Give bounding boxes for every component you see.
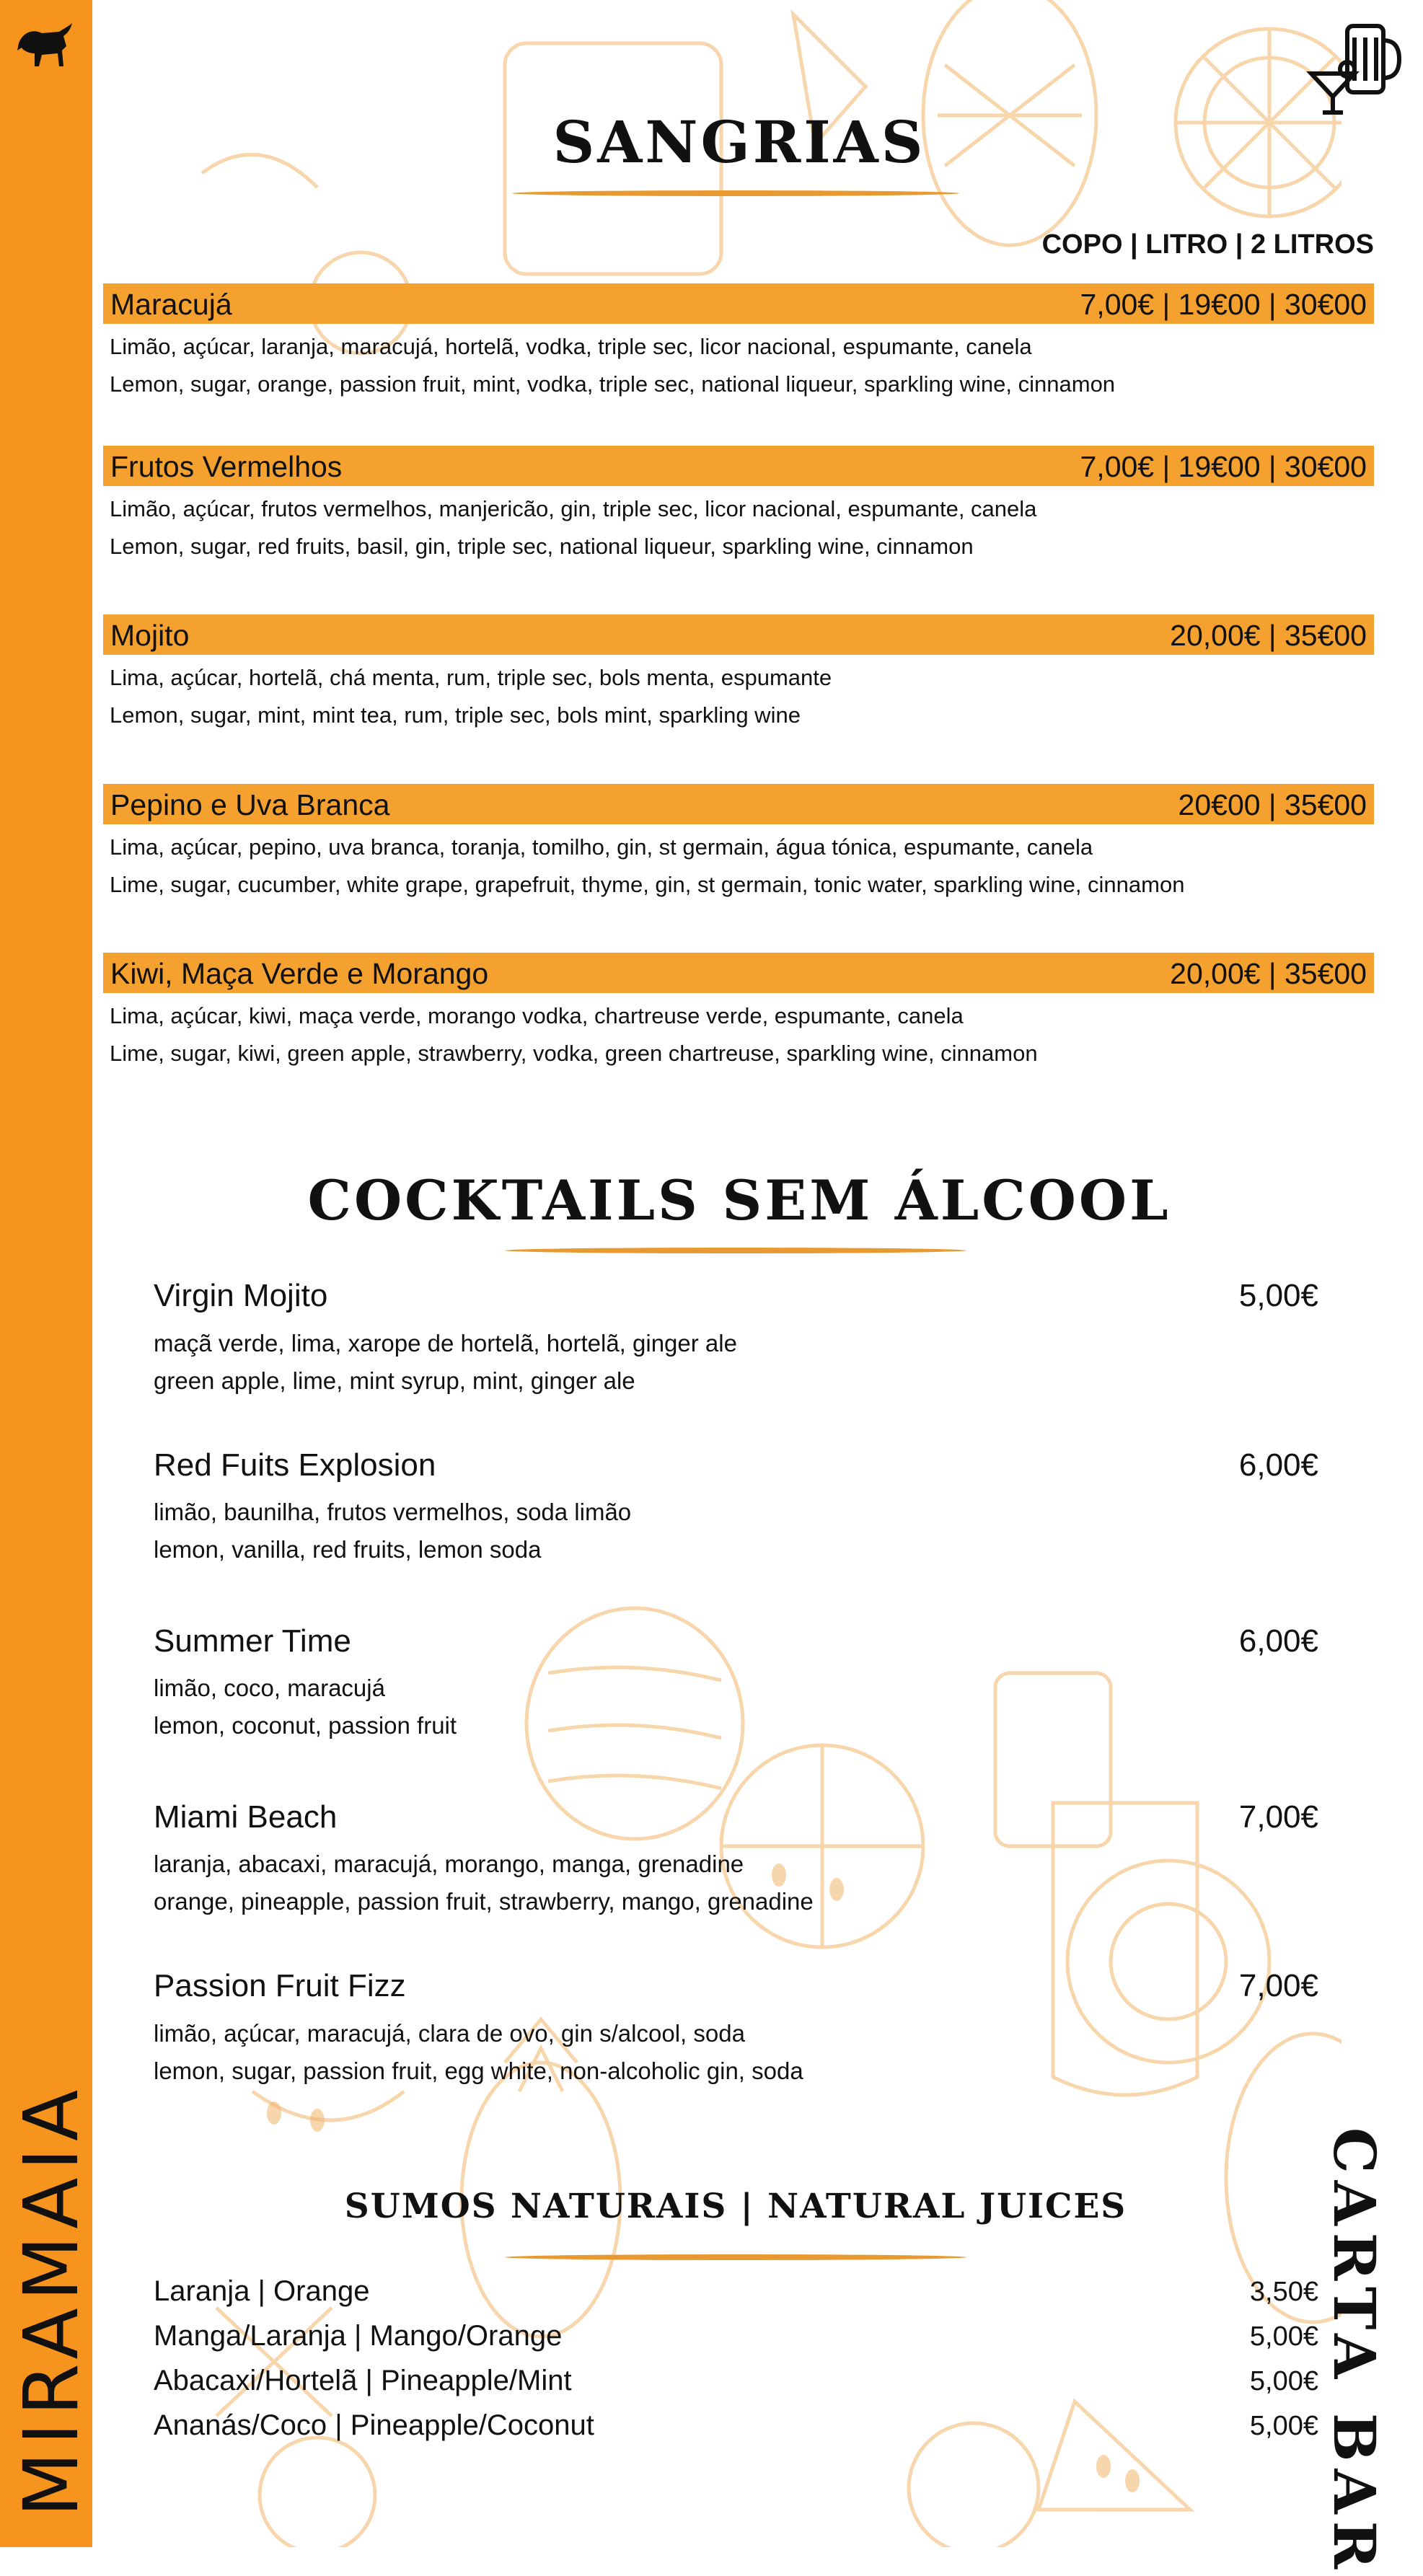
sangria-price: 7,00€ | 19€00 | 30€00 (1080, 450, 1367, 483)
juice-name: Manga/Laranja | Mango/Orange (154, 2320, 563, 2352)
cocktail-desc-en: green apple, lime, mint syrup, mint, ginger ale (154, 1367, 635, 1394)
sangria-name: Frutos Vermelhos (110, 450, 343, 483)
sangria-price: 20€00 | 35€00 (1178, 788, 1367, 821)
cocktail-price: 6,00€ (1238, 1447, 1318, 1483)
juice-price: 3,50€ (1249, 2277, 1318, 2307)
juice-name: Ananás/Coco | Pineapple/Coconut (154, 2409, 594, 2441)
sangria-name: Maracujá (110, 288, 232, 321)
cocktail-desc-en: lemon, vanilla, red fruits, lemon soda (154, 1536, 542, 1563)
juice-price: 5,00€ (1249, 2366, 1318, 2396)
sangria-desc-en: Lemon, sugar, orange, passion fruit, mint, vodka, triple sec, national liqueur, sparkling wine, cinnamon (110, 371, 1116, 397)
cocktail-name: Red Fuits Explosion (154, 1447, 436, 1483)
sangria-name: Kiwi, Maça Verde e Morango (110, 957, 489, 990)
cocktail-name: Miami Beach (154, 1799, 338, 1835)
sangria-bar-kiwi (103, 953, 1374, 993)
cocktails-title: COCKTAILS SEM ÁLCOOL (307, 1168, 1171, 1232)
cocktail-desc-pt: limão, açúcar, maracujá, clara de ovo, gin s/alcool, soda (154, 2020, 745, 2047)
sangria-desc-pt: Lima, açúcar, kiwi, maça verde, morango vodka, chartreuse verde, espumante, canela (110, 1003, 964, 1028)
cocktail-price: 7,00€ (1238, 1968, 1318, 2003)
sangria-price: 20,00€ | 35€00 (1170, 957, 1367, 990)
sangria-bar-maracuja (103, 283, 1374, 324)
cocktails-underline (505, 1248, 966, 1253)
cocktail-desc-en: lemon, sugar, passion fruit, egg white, non-alcoholic gin, soda (154, 2057, 803, 2084)
juice-name: Abacaxi/Hortelã | Pineapple/Mint (154, 2365, 572, 2396)
sangria-name: Mojito (110, 619, 190, 652)
sangria-desc-en: Lemon, sugar, red fruits, basil, gin, triple sec, national liqueur, sparkling wine, cinnamon (110, 534, 974, 559)
cocktail-beer-icon (1304, 16, 1405, 117)
sangria-bar-mojito (103, 614, 1374, 655)
cocktail-price: 7,00€ (1238, 1799, 1318, 1835)
bull-logo-icon (16, 22, 75, 72)
sangria-desc-pt: Limão, açúcar, frutos vermelhos, manjericão, gin, triple sec, licor nacional, espumante, canela (110, 496, 1037, 521)
sangria-desc-en: Lime, sugar, cucumber, white grape, grapefruit, thyme, gin, st germain, tonic water, sparkling wine, cinnamon (110, 872, 1185, 897)
sangria-bar-pepino-uva (103, 784, 1374, 824)
sangria-price: 20,00€ | 35€00 (1170, 619, 1367, 652)
sangria-desc-en: Lemon, sugar, mint, mint tea, rum, triple sec, bols mint, sparkling wine (110, 702, 801, 728)
juices-underline (505, 2254, 966, 2260)
cocktail-desc-en: lemon, coconut, passion fruit (154, 1712, 457, 1739)
juice-price: 5,00€ (1249, 2411, 1318, 2441)
cocktail-price: 6,00€ (1238, 1623, 1318, 1659)
brand-name-vertical: MIRAMAIA (7, 2082, 95, 2517)
cocktail-price: 5,00€ (1238, 1278, 1318, 1313)
juice-price: 5,00€ (1249, 2321, 1318, 2352)
cocktail-name: Summer Time (154, 1623, 351, 1659)
cocktail-desc-pt: laranja, abacaxi, maracujá, morango, manga, grenadine (154, 1851, 744, 1877)
sangria-desc-pt: Limão, açúcar, laranja, maracujá, hortelã, vodka, triple sec, licor nacional, espumante, canela (110, 334, 1032, 359)
sangrias-title: SANGRIAS (552, 108, 926, 176)
cocktail-desc-pt: maçã verde, lima, xarope de hortelã, hortelã, ginger ale (154, 1330, 737, 1357)
juice-name: Laranja | Orange (154, 2275, 370, 2307)
cocktail-desc-pt: limão, baunilha, frutos vermelhos, soda limão (154, 1499, 632, 1525)
sangria-desc-pt: Lima, açúcar, hortelã, chá menta, rum, triple sec, bols menta, espumante (110, 665, 832, 690)
cocktail-desc-pt: limão, coco, maracujá (154, 1675, 385, 1701)
cocktail-desc-en: orange, pineapple, passion fruit, strawberry, mango, grenadine (154, 1888, 814, 1915)
juices-title: SUMOS NATURAIS | NATURAL JUICES (344, 2187, 1127, 2226)
sangria-price: 7,00€ | 19€00 | 30€00 (1080, 288, 1367, 321)
sangrias-underline (512, 190, 959, 196)
sangria-desc-pt: Lima, açúcar, pepino, uva branca, toranja, tomilho, gin, st germain, água tónica, espumante, canela (110, 834, 1093, 860)
cocktail-name: Passion Fruit Fizz (154, 1968, 406, 2003)
carta-bar-label: CARTA BAR (1321, 2127, 1388, 2576)
sangria-name: Pepino e Uva Branca (110, 788, 390, 821)
cocktail-name: Virgin Mojito (154, 1278, 328, 1313)
sangria-bar-frutos-vermelhos (103, 446, 1374, 486)
sangria-desc-en: Lime, sugar, kiwi, green apple, strawberry, vodka, green chartreuse, sparkling wine, cinnamon (110, 1041, 1038, 1066)
sangrias-column-header: COPO | LITRO | 2 LITROS (1041, 229, 1374, 260)
